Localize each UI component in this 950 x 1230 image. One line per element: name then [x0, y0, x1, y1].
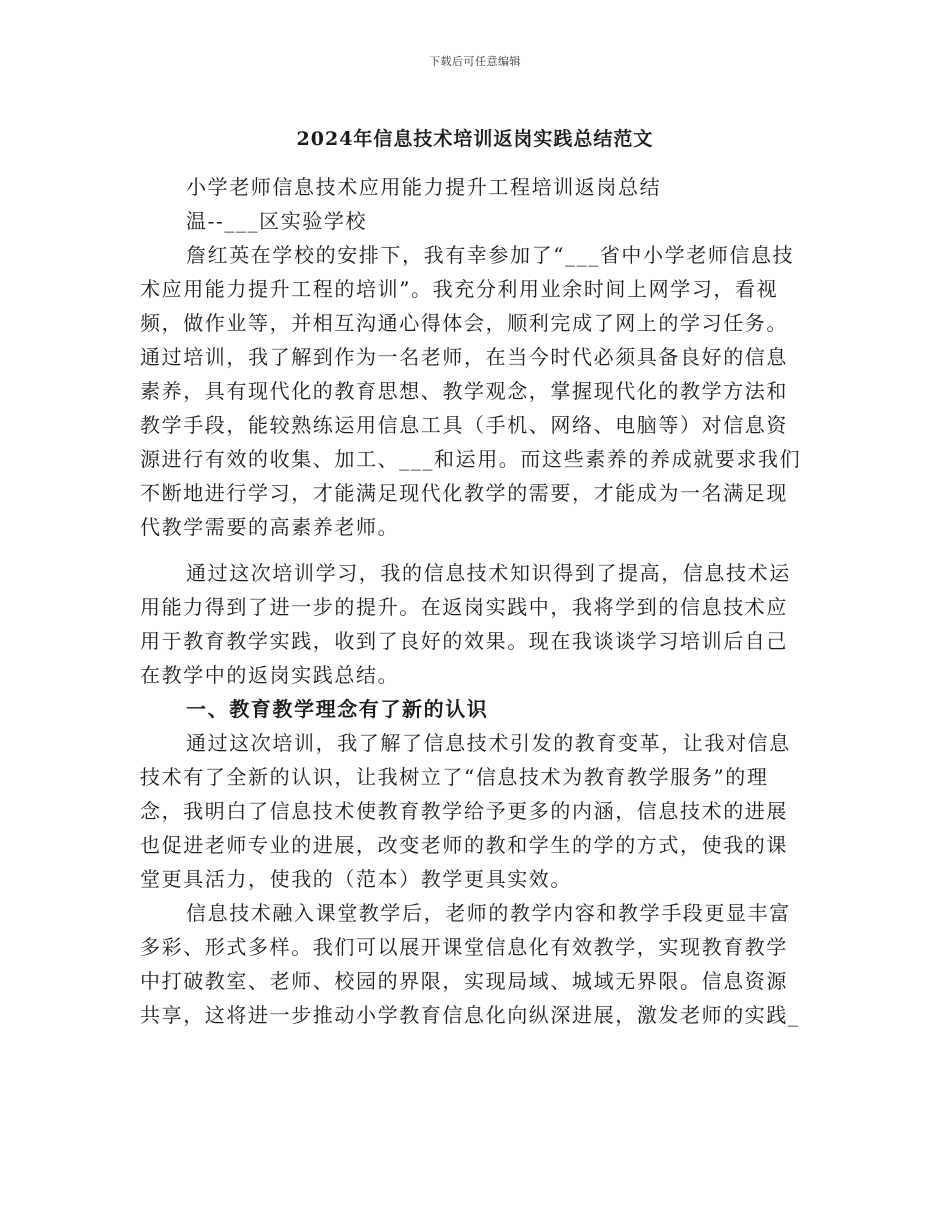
text-line: 用能力得到了进一步的提升。在返岗实践中，我将学到的信息技术应	[140, 595, 788, 619]
text-line: 詹红英在学校的安排下，我有幸参加了“___省中小学老师信息技	[186, 243, 795, 267]
text-line: 源进行有效的收集、加工、___和运用。而这些素养的养成就要求我们	[140, 447, 802, 471]
text-line: 堂更具活力，使我的（范本）教学更具实效。	[140, 867, 572, 891]
text-line: 教学手段，能较熟练运用信息工具（手机、网络、电脑等）对信息资	[140, 413, 788, 437]
text-line: 频，做作业等，并相互沟通心得体会，顺利完成了网上的学习任务。	[140, 311, 788, 335]
text-line: 通过培训，我了解到作为一名老师，在当今时代必须具备良好的信息	[140, 345, 788, 369]
text-line: 信息技术融入课堂教学后，老师的教学内容和教学手段更显丰富	[186, 901, 791, 925]
section-heading: 一、教育教学理念有了新的认识	[186, 697, 489, 721]
text-line: 通过这次培训，我了解了信息技术引发的教育变革，让我对信息	[186, 731, 791, 755]
text-line: 术应用能力提升工程的培训”。我充分利用业余时间上网学习，看视	[140, 277, 779, 301]
text-line: 念，我明白了信息技术使教育教学给予更多的内涵，信息技术的进展	[140, 799, 788, 823]
text-line: 温--___区实验学校	[186, 209, 368, 233]
text-line: 不断地进行学习，才能满足现代化教学的需要，才能成为一名满足现	[140, 481, 788, 505]
paragraph-spacer	[140, 544, 812, 556]
document-title: 2024年信息技术培训返岗实践总结范文	[296, 128, 654, 150]
text-line: 小学老师信息技术应用能力提升工程培训返岗总结	[186, 175, 662, 199]
text-line: 中打破教室、老师、校园的界限，实现局域、城域无界限。信息资源	[140, 969, 788, 993]
text-line: 素养，具有现代化的教育思想、教学观念，掌握现代化的教学方法和	[140, 379, 788, 403]
text-line: 也促进老师专业的进展，改变老师的教和学生的学的方式，使我的课	[140, 833, 788, 857]
text-line: 技术有了全新的认识，让我树立了“信息技术为教育教学服务”的理	[140, 765, 769, 789]
text-line: 代教学需要的高素养老师。	[140, 515, 400, 539]
text-line: 多彩、形式多样。我们可以展开课堂信息化有效教学，实现教育教学	[140, 935, 788, 959]
text-line: 通过这次培训学习，我的信息技术知识得到了提高，信息技术运	[186, 561, 791, 585]
text-line: 在教学中的返岗实践总结。	[140, 663, 400, 687]
text-line: 共享，这将进一步推动小学教育信息化向纵深进展，激发老师的实践_	[140, 1003, 800, 1027]
text-line: 用于教育教学实践，收到了良好的效果。现在我谈谈学习培训后自己	[140, 629, 788, 653]
document-body	[140, 170, 812, 1032]
header-note: 下载后可任意编辑	[429, 55, 521, 68]
